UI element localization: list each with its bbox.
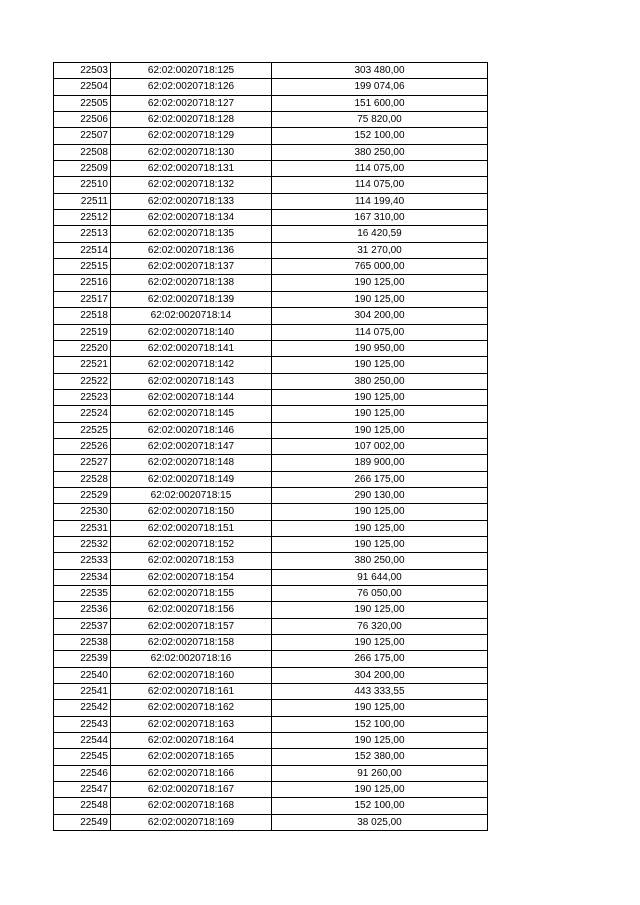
row-number-cell: 22518 — [54, 308, 111, 324]
cadastral-number-cell: 62:02:0020718:16 — [111, 651, 272, 667]
row-number-cell: 22544 — [54, 733, 111, 749]
cadastral-value-cell: 443 333,55 — [272, 684, 488, 700]
table-row — [54, 193, 488, 209]
row-number-cell: 22536 — [54, 602, 111, 618]
table-row — [54, 765, 488, 781]
row-number-cell: 22510 — [54, 177, 111, 193]
cadastral-number-cell: 62:02:0020718:146 — [111, 422, 272, 438]
cadastral-number-cell: 62:02:0020718:136 — [111, 242, 272, 258]
table-row — [54, 504, 488, 520]
row-number-cell: 22532 — [54, 536, 111, 552]
table-row — [54, 733, 488, 749]
table-row — [54, 700, 488, 716]
table-row — [54, 324, 488, 340]
row-number-cell: 22539 — [54, 651, 111, 667]
row-number-cell: 22527 — [54, 455, 111, 471]
row-number-cell: 22526 — [54, 438, 111, 454]
row-number-cell: 22525 — [54, 422, 111, 438]
cadastral-number-cell: 62:02:0020718:134 — [111, 210, 272, 226]
cadastral-value-table — [53, 62, 488, 831]
table-row — [54, 602, 488, 618]
row-number-cell: 22517 — [54, 291, 111, 307]
cadastral-number-cell: 62:02:0020718:166 — [111, 765, 272, 781]
cadastral-number-cell: 62:02:0020718:129 — [111, 128, 272, 144]
row-number-cell: 22507 — [54, 128, 111, 144]
cadastral-value-cell: 76 050,00 — [272, 586, 488, 602]
table-row — [54, 618, 488, 634]
cadastral-value-cell: 304 200,00 — [272, 667, 488, 683]
row-number-cell: 22531 — [54, 520, 111, 536]
table-row — [54, 798, 488, 814]
row-number-cell: 22534 — [54, 569, 111, 585]
table-row — [54, 536, 488, 552]
cadastral-value-cell: 190 125,00 — [272, 504, 488, 520]
cadastral-number-cell: 62:02:0020718:131 — [111, 161, 272, 177]
cadastral-value-cell: 190 125,00 — [272, 602, 488, 618]
row-number-cell: 22529 — [54, 487, 111, 503]
cadastral-number-cell: 62:02:0020718:140 — [111, 324, 272, 340]
table-row — [54, 471, 488, 487]
cadastral-number-cell: 62:02:0020718:125 — [111, 63, 272, 79]
table-row — [54, 112, 488, 128]
cadastral-number-cell: 62:02:0020718:148 — [111, 455, 272, 471]
cadastral-number-cell: 62:02:0020718:158 — [111, 635, 272, 651]
cadastral-value-cell: 290 130,00 — [272, 487, 488, 503]
table-row — [54, 63, 488, 79]
cadastral-number-cell: 62:02:0020718:153 — [111, 553, 272, 569]
cadastral-number-cell: 62:02:0020718:141 — [111, 340, 272, 356]
row-number-cell: 22503 — [54, 63, 111, 79]
row-number-cell: 22508 — [54, 144, 111, 160]
table-row — [54, 259, 488, 275]
table-row — [54, 782, 488, 798]
row-number-cell: 22542 — [54, 700, 111, 716]
table-row — [54, 438, 488, 454]
table-row — [54, 128, 488, 144]
row-number-cell: 22512 — [54, 210, 111, 226]
cadastral-number-cell: 62:02:0020718:130 — [111, 144, 272, 160]
table-row — [54, 651, 488, 667]
row-number-cell: 22505 — [54, 95, 111, 111]
cadastral-number-cell: 62:02:0020718:163 — [111, 716, 272, 732]
cadastral-number-cell: 62:02:0020718:165 — [111, 749, 272, 765]
cadastral-number-cell: 62:02:0020718:168 — [111, 798, 272, 814]
cadastral-number-cell: 62:02:0020718:162 — [111, 700, 272, 716]
table-row — [54, 520, 488, 536]
cadastral-value-cell: 152 100,00 — [272, 798, 488, 814]
cadastral-number-cell: 62:02:0020718:160 — [111, 667, 272, 683]
cadastral-value-cell: 190 125,00 — [272, 520, 488, 536]
cadastral-number-cell: 62:02:0020718:15 — [111, 487, 272, 503]
cadastral-number-cell: 62:02:0020718:161 — [111, 684, 272, 700]
table-row — [54, 161, 488, 177]
cadastral-number-cell: 62:02:0020718:137 — [111, 259, 272, 275]
cadastral-value-cell: 380 250,00 — [272, 373, 488, 389]
table-row — [54, 586, 488, 602]
cadastral-value-cell: 91 260,00 — [272, 765, 488, 781]
row-number-cell: 22546 — [54, 765, 111, 781]
cadastral-number-cell: 62:02:0020718:157 — [111, 618, 272, 634]
row-number-cell: 22513 — [54, 226, 111, 242]
row-number-cell: 22519 — [54, 324, 111, 340]
table-row — [54, 422, 488, 438]
cadastral-number-cell: 62:02:0020718:164 — [111, 733, 272, 749]
table-row — [54, 79, 488, 95]
cadastral-number-cell: 62:02:0020718:151 — [111, 520, 272, 536]
table-row — [54, 373, 488, 389]
table-row — [54, 177, 488, 193]
cadastral-value-cell: 190 125,00 — [272, 733, 488, 749]
table-row — [54, 95, 488, 111]
cadastral-value-cell: 76 320,00 — [272, 618, 488, 634]
document-page — [53, 62, 488, 831]
row-number-cell: 22549 — [54, 814, 111, 830]
cadastral-number-cell: 62:02:0020718:152 — [111, 536, 272, 552]
cadastral-number-cell: 62:02:0020718:149 — [111, 471, 272, 487]
cadastral-value-cell: 167 310,00 — [272, 210, 488, 226]
cadastral-number-cell: 62:02:0020718:156 — [111, 602, 272, 618]
cadastral-value-cell: 266 175,00 — [272, 471, 488, 487]
cadastral-value-cell: 152 100,00 — [272, 716, 488, 732]
cadastral-number-cell: 62:02:0020718:154 — [111, 569, 272, 585]
cadastral-number-cell: 62:02:0020718:139 — [111, 291, 272, 307]
cadastral-value-cell: 190 125,00 — [272, 536, 488, 552]
cadastral-value-cell: 114 075,00 — [272, 324, 488, 340]
cadastral-number-cell: 62:02:0020718:14 — [111, 308, 272, 324]
table-row — [54, 242, 488, 258]
row-number-cell: 22516 — [54, 275, 111, 291]
row-number-cell: 22545 — [54, 749, 111, 765]
cadastral-value-cell: 152 380,00 — [272, 749, 488, 765]
cadastral-value-cell: 190 125,00 — [272, 291, 488, 307]
cadastral-value-cell: 190 125,00 — [272, 357, 488, 373]
table-row — [54, 340, 488, 356]
cadastral-value-cell: 380 250,00 — [272, 553, 488, 569]
table-row — [54, 389, 488, 405]
cadastral-value-cell: 765 000,00 — [272, 259, 488, 275]
table-row — [54, 553, 488, 569]
cadastral-number-cell: 62:02:0020718:127 — [111, 95, 272, 111]
table-row — [54, 716, 488, 732]
row-number-cell: 22528 — [54, 471, 111, 487]
cadastral-value-cell: 190 125,00 — [272, 782, 488, 798]
cadastral-number-cell: 62:02:0020718:145 — [111, 406, 272, 422]
table-row — [54, 487, 488, 503]
row-number-cell: 22541 — [54, 684, 111, 700]
row-number-cell: 22514 — [54, 242, 111, 258]
cadastral-value-cell: 16 420,59 — [272, 226, 488, 242]
cadastral-value-cell: 190 950,00 — [272, 340, 488, 356]
cadastral-value-cell: 107 002,00 — [272, 438, 488, 454]
cadastral-value-cell: 91 644,00 — [272, 569, 488, 585]
table-row — [54, 291, 488, 307]
cadastral-value-cell: 75 820,00 — [272, 112, 488, 128]
cadastral-value-cell: 152 100,00 — [272, 128, 488, 144]
cadastral-value-cell: 190 125,00 — [272, 406, 488, 422]
row-number-cell: 22515 — [54, 259, 111, 275]
table-row — [54, 569, 488, 585]
cadastral-value-cell: 114 075,00 — [272, 177, 488, 193]
cadastral-value-cell: 190 125,00 — [272, 389, 488, 405]
row-number-cell: 22522 — [54, 373, 111, 389]
row-number-cell: 22520 — [54, 340, 111, 356]
cadastral-value-cell: 151 600,00 — [272, 95, 488, 111]
row-number-cell: 22504 — [54, 79, 111, 95]
cadastral-value-cell: 304 200,00 — [272, 308, 488, 324]
table-body — [54, 63, 488, 831]
cadastral-value-cell: 38 025,00 — [272, 814, 488, 830]
cadastral-value-cell: 190 125,00 — [272, 700, 488, 716]
cadastral-value-cell: 190 125,00 — [272, 422, 488, 438]
cadastral-number-cell: 62:02:0020718:147 — [111, 438, 272, 454]
table-row — [54, 357, 488, 373]
cadastral-value-cell: 190 125,00 — [272, 275, 488, 291]
cadastral-number-cell: 62:02:0020718:142 — [111, 357, 272, 373]
row-number-cell: 22533 — [54, 553, 111, 569]
row-number-cell: 22506 — [54, 112, 111, 128]
cadastral-value-cell: 380 250,00 — [272, 144, 488, 160]
cadastral-value-cell: 114 075,00 — [272, 161, 488, 177]
table-row — [54, 749, 488, 765]
row-number-cell: 22524 — [54, 406, 111, 422]
cadastral-number-cell: 62:02:0020718:126 — [111, 79, 272, 95]
row-number-cell: 22509 — [54, 161, 111, 177]
cadastral-number-cell: 62:02:0020718:143 — [111, 373, 272, 389]
table-row — [54, 667, 488, 683]
row-number-cell: 22537 — [54, 618, 111, 634]
cadastral-value-cell: 114 199,40 — [272, 193, 488, 209]
row-number-cell: 22543 — [54, 716, 111, 732]
row-number-cell: 22511 — [54, 193, 111, 209]
row-number-cell: 22523 — [54, 389, 111, 405]
table-row — [54, 684, 488, 700]
table-row — [54, 406, 488, 422]
table-row — [54, 210, 488, 226]
table-row — [54, 635, 488, 651]
table-row — [54, 455, 488, 471]
table-row — [54, 308, 488, 324]
cadastral-number-cell: 62:02:0020718:132 — [111, 177, 272, 193]
cadastral-value-cell: 199 074,06 — [272, 79, 488, 95]
row-number-cell: 22535 — [54, 586, 111, 602]
cadastral-number-cell: 62:02:0020718:155 — [111, 586, 272, 602]
cadastral-number-cell: 62:02:0020718:167 — [111, 782, 272, 798]
table-row — [54, 814, 488, 830]
cadastral-number-cell: 62:02:0020718:144 — [111, 389, 272, 405]
cadastral-value-cell: 190 125,00 — [272, 635, 488, 651]
cadastral-value-cell: 31 270,00 — [272, 242, 488, 258]
cadastral-number-cell: 62:02:0020718:135 — [111, 226, 272, 242]
row-number-cell: 22521 — [54, 357, 111, 373]
cadastral-number-cell: 62:02:0020718:138 — [111, 275, 272, 291]
row-number-cell: 22547 — [54, 782, 111, 798]
cadastral-value-cell: 189 900,00 — [272, 455, 488, 471]
cadastral-number-cell: 62:02:0020718:128 — [111, 112, 272, 128]
cadastral-value-cell: 303 480,00 — [272, 63, 488, 79]
cadastral-number-cell: 62:02:0020718:133 — [111, 193, 272, 209]
row-number-cell: 22548 — [54, 798, 111, 814]
row-number-cell: 22530 — [54, 504, 111, 520]
row-number-cell: 22538 — [54, 635, 111, 651]
table-row — [54, 226, 488, 242]
table-row — [54, 144, 488, 160]
cadastral-number-cell: 62:02:0020718:150 — [111, 504, 272, 520]
cadastral-number-cell: 62:02:0020718:169 — [111, 814, 272, 830]
table-row — [54, 275, 488, 291]
row-number-cell: 22540 — [54, 667, 111, 683]
cadastral-value-cell: 266 175,00 — [272, 651, 488, 667]
